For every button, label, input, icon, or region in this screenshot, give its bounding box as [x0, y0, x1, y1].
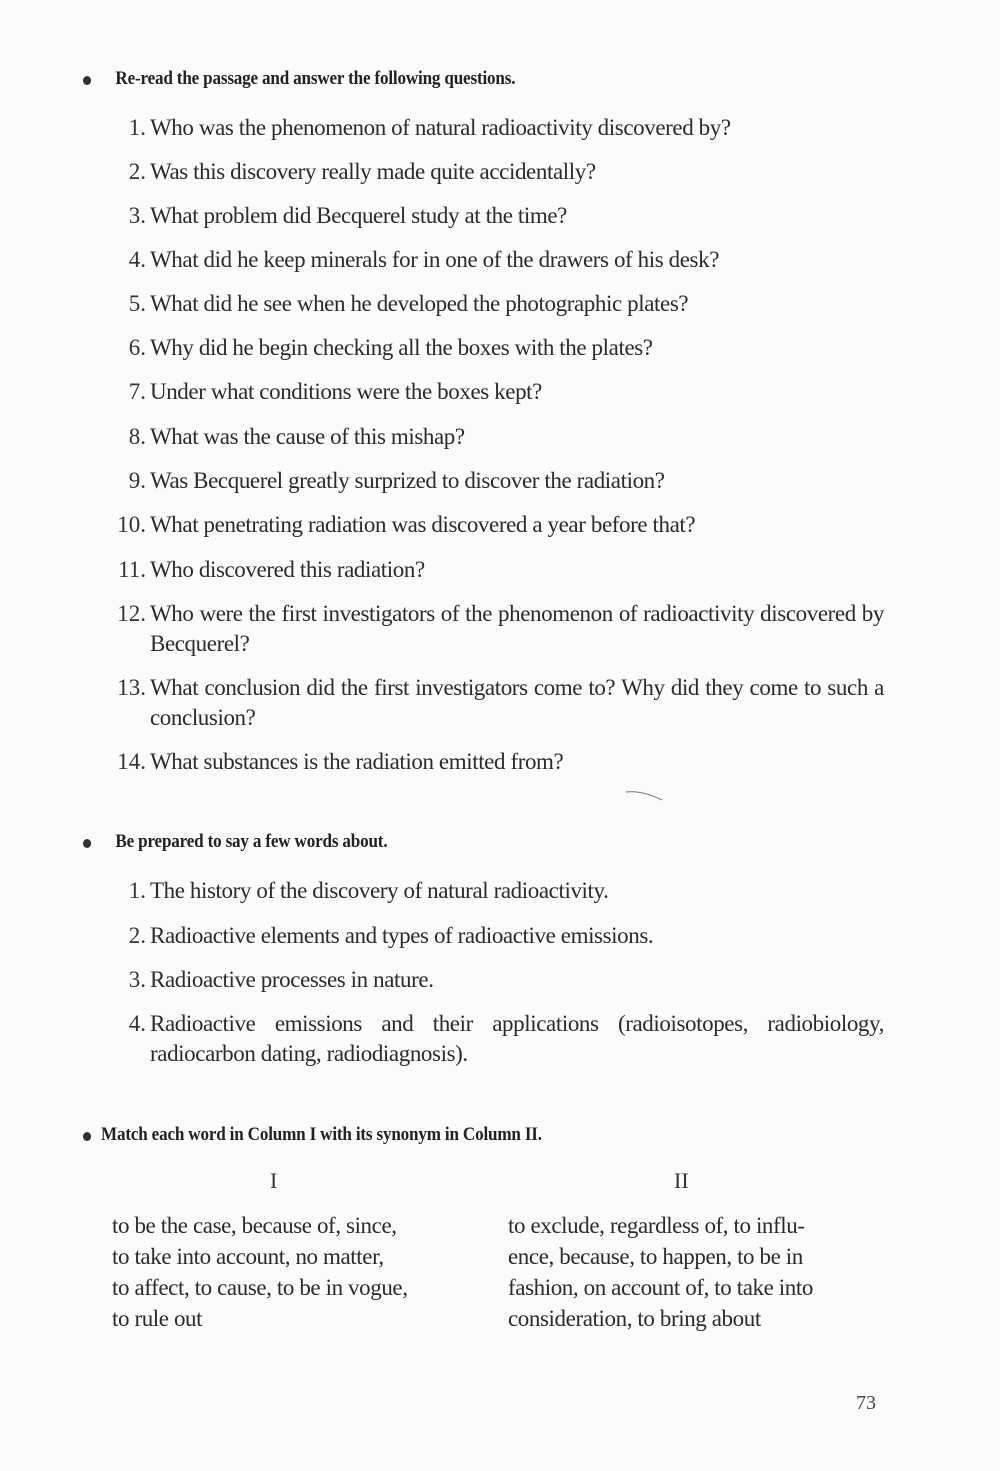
question-number: 14.	[117, 749, 146, 774]
question-item	[110, 113, 900, 143]
question-text: What was the cause of this mishap?	[150, 424, 465, 449]
column-1-label: I	[270, 1168, 278, 1193]
question-text: Was Becquerel greatly surprized to discover the radiation?	[150, 468, 665, 493]
question-text: Who discovered this radiation?	[150, 557, 425, 582]
topic-text: Radioactive emissions and their applications (radioisotopes, radiobiology, radiocarbon dating, radiodiagnosis).	[150, 1011, 884, 1066]
question-text: What problem did Becquerel study at the time?	[150, 203, 567, 228]
column-2-line: consideration, to bring about	[508, 1306, 761, 1331]
question-number: 8.	[128, 424, 146, 449]
topic-number: 1.	[128, 878, 146, 903]
question-number: 7.	[128, 379, 146, 404]
column-2-line: to exclude, regardless of, to influ-	[508, 1213, 805, 1238]
question-item	[110, 245, 900, 275]
column-2-words	[508, 1210, 813, 1334]
page-number: 73	[856, 1392, 876, 1414]
question-item	[110, 289, 900, 319]
question-text: Was this discovery really made quite accidentally?	[150, 159, 596, 184]
question-number: 4.	[128, 247, 146, 272]
column-1-line: to be the case, because of, since,	[112, 1213, 397, 1238]
column-2-line: ence, because, to happen, to be in	[508, 1244, 803, 1269]
question-number: 6.	[128, 335, 146, 360]
bullet-icon	[83, 76, 91, 85]
column-2-line: fashion, on account of, to take into	[508, 1275, 813, 1300]
question-item	[110, 201, 900, 231]
topic-item	[110, 876, 900, 906]
question-item	[110, 333, 900, 363]
question-number: 12.	[117, 601, 146, 626]
question-number: 11.	[118, 557, 146, 582]
question-text: What penetrating radiation was discovered a year before that?	[150, 512, 696, 537]
question-item	[110, 466, 900, 496]
question-item	[110, 377, 900, 407]
topic-item	[110, 1009, 884, 1069]
question-number: 3.	[128, 203, 146, 228]
question-number: 5.	[128, 291, 146, 316]
question-text: What did he keep minerals for in one of the drawers of his desk?	[150, 247, 720, 272]
topic-text: The history of the discovery of natural radioactivity.	[150, 878, 609, 903]
question-number: 13.	[117, 675, 146, 700]
pen-stroke-mark	[624, 788, 664, 802]
question-item	[110, 422, 900, 452]
column-2-label: II	[674, 1168, 689, 1193]
column-1-words	[112, 1210, 408, 1334]
question-number: 1.	[128, 115, 146, 140]
question-text: What conclusion did the first investigators come to? Why did they come to such a conclusion?	[150, 675, 884, 730]
question-item	[110, 157, 900, 187]
topic-text: Radioactive elements and types of radioactive emissions.	[150, 923, 654, 948]
question-text: Under what conditions were the boxes kept?	[150, 379, 542, 404]
question-text: What did he see when he developed the photographic plates?	[150, 291, 689, 316]
topic-item	[110, 965, 900, 995]
topic-text: Radioactive processes in nature.	[150, 967, 434, 992]
question-item	[110, 747, 900, 777]
topic-number: 4.	[128, 1011, 146, 1036]
bullet-icon	[83, 839, 91, 848]
topics-heading-text: Be prepared to say a few words about.	[115, 831, 388, 852]
questions-heading-text: Re-read the passage and answer the following questions.	[115, 68, 516, 89]
topic-item	[110, 921, 900, 951]
topic-number: 2.	[128, 923, 146, 948]
topic-number: 3.	[128, 967, 146, 992]
question-text: What substances is the radiation emitted from?	[150, 749, 564, 774]
match-heading-text: Match each word in Column I with its synonym in Column II.	[101, 1124, 542, 1145]
bullet-icon	[83, 1132, 91, 1141]
question-number: 2.	[128, 159, 146, 184]
column-1-line: to affect, to cause, to be in vogue,	[112, 1275, 408, 1300]
column-1-line: to take into account, no matter,	[112, 1244, 384, 1269]
question-item	[110, 555, 900, 585]
question-item	[110, 599, 884, 659]
question-item	[110, 510, 900, 540]
question-item	[110, 673, 884, 733]
question-number: 9.	[128, 468, 146, 493]
question-text: Who were the first investigators of the phenomenon of radioactivity discovered by Becquerel?	[150, 601, 884, 656]
question-text: Who was the phenomenon of natural radioactivity discovered by?	[150, 115, 731, 140]
column-1-line: to rule out	[112, 1306, 203, 1331]
question-text: Why did he begin checking all the boxes with the plates?	[150, 335, 653, 360]
question-number: 10.	[117, 512, 146, 537]
